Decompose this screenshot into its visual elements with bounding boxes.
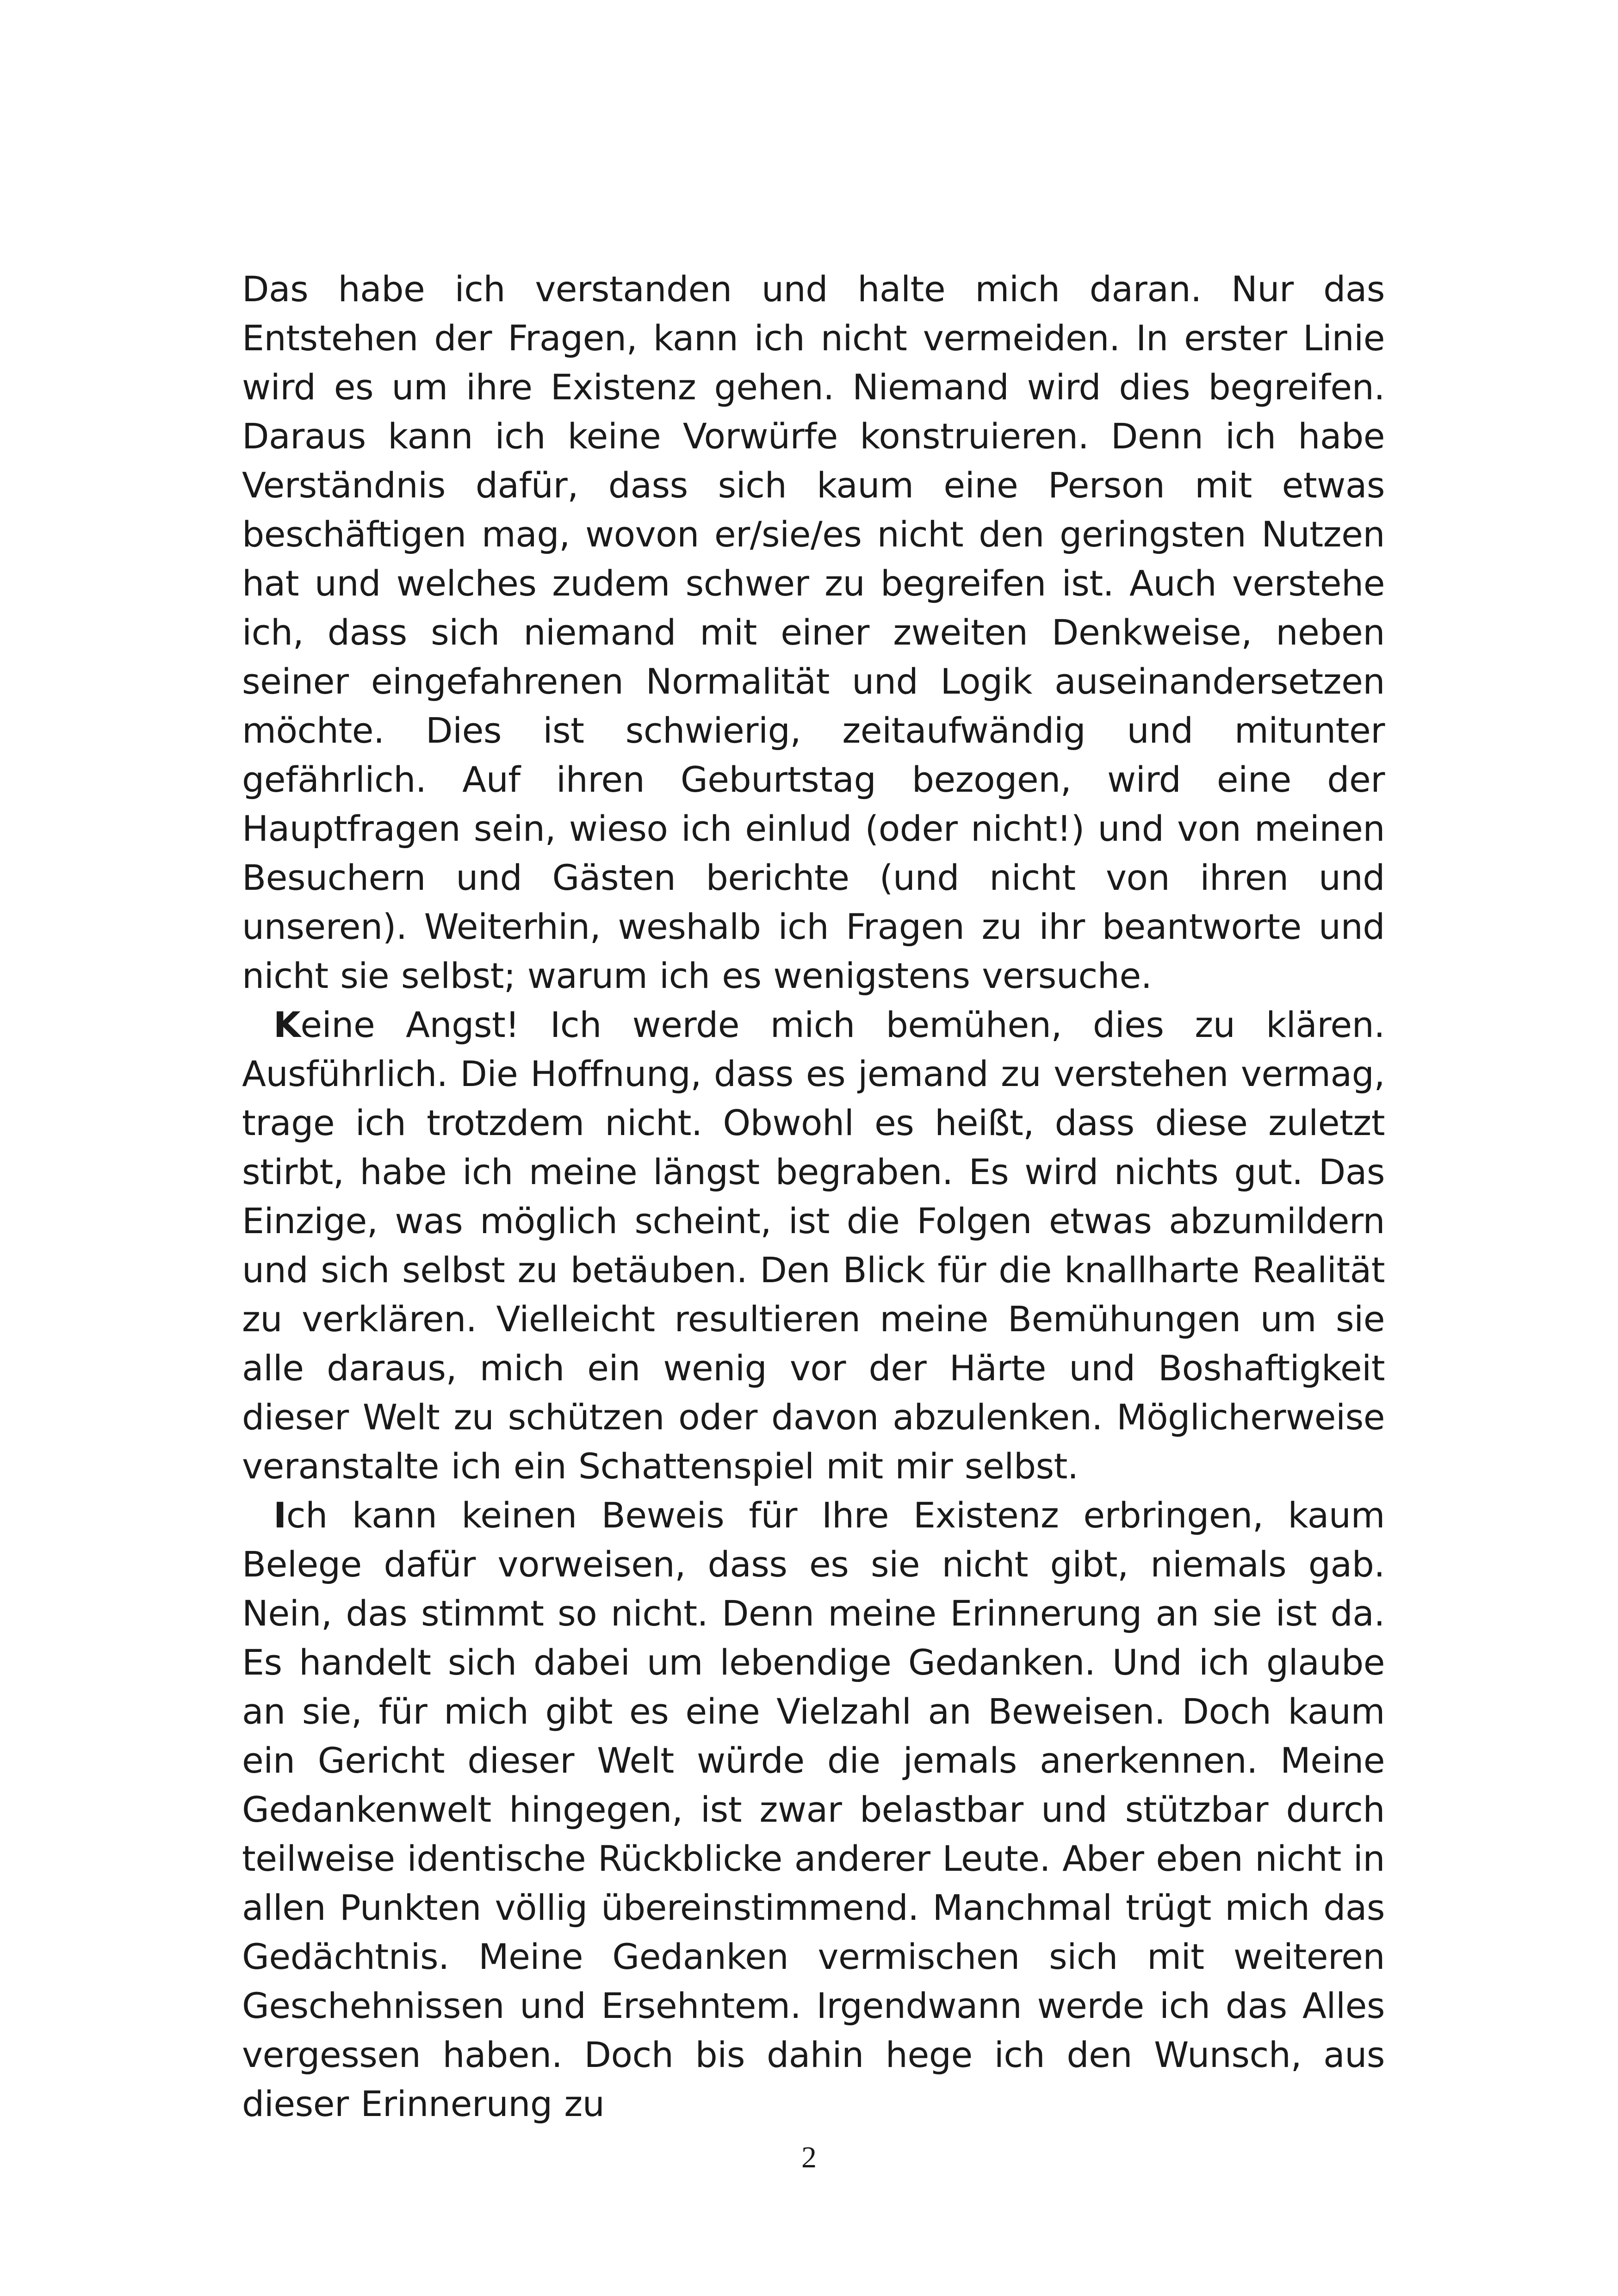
- paragraph-text: ch kann keinen Beweis für Ihre Existenz erbringen, kaum Belege dafür vorweisen, dass es sie nicht gibt, niemals gab. Nein, das stimmt so nicht. Denn meine Erinnerung an sie ist da. Es handelt sich dabei um lebendige Gedanken. Und ich glaube an sie, für mich gibt es eine Vielzahl an Beweisen. Doch kaum ein Gericht dieser Welt würde die jemals anerkennen. Meine Gedankenwelt hingegen, ist zwar belastbar und stützbar durch teilweise identische Rückblicke anderer Leute. Aber eben nicht in allen Punkten völlig übereinstimmend. Manchmal trügt mich das Gedächtnis. Meine Gedanken vermischen sich mit weiteren Geschehnissen und Ersehntem. Irgendwann werde ich das Alles vergessen haben. Doch bis dahin hege ich den Wunsch, aus dieser Erinnerung zu: [242, 1495, 1385, 2124]
- paragraph-initial: K: [273, 1004, 301, 1045]
- paragraph-3: [242, 1491, 1385, 2128]
- paragraph-initial: I: [273, 1495, 286, 1536]
- paragraph-1: [242, 265, 1385, 1000]
- paragraph-text: Das habe ich verstanden und halte mich daran. Nur das Entstehen der Fragen, kann ich nicht vermeiden. In erster Linie wird es um ihre Existenz gehen. Niemand wird dies begreifen. Daraus kann ich keine Vorwürfe konstruieren. Denn ich habe Verständnis dafür, dass sich kaum eine Person mit etwas beschäftigen mag, wovon er/sie/es nicht den geringsten Nutzen hat und welches zudem schwer zu begreifen ist. Auch verstehe ich, dass sich niemand mit einer zweiten Denkweise, neben seiner eingefahrenen Normalität und Logik auseinandersetzen möchte. Dies ist schwierig, zeitaufwändig und mitunter gefährlich. Auf ihren Geburtstag bezogen, wird eine der Hauptfragen sein, wieso ich einlud (oder nicht!) und von meinen Besuchern und Gästen berichte (und nicht von ihren und unseren). Weiterhin, weshalb ich Fragen zu ihr beantworte und nicht sie selbst; warum ich es wenigstens versuche.: [242, 268, 1385, 996]
- paragraph-text: eine Angst! Ich werde mich bemühen, dies zu klären. Ausführlich. Die Hoffnung, dass es jemand zu verstehen vermag, trage ich trotzdem nicht. Obwohl es heißt, dass diese zuletzt stirbt, habe ich meine längst begraben. Es wird nichts gut. Das Einzige, was möglich scheint, ist die Folgen etwas abzumildern und sich selbst zu betäuben. Den Blick für die knallharte Realität zu verklären. Vielleicht resultieren meine Bemühungen um sie alle daraus, mich ein wenig vor der Härte und Boshaftigkeit dieser Welt zu schützen oder davon abzulenken. Möglicherweise veranstalte ich ein Schattenspiel mit mir selbst.: [242, 1004, 1385, 1487]
- paragraph-2: [242, 1000, 1385, 1491]
- body-text: [242, 265, 1385, 2128]
- page-number: 2: [801, 2141, 817, 2174]
